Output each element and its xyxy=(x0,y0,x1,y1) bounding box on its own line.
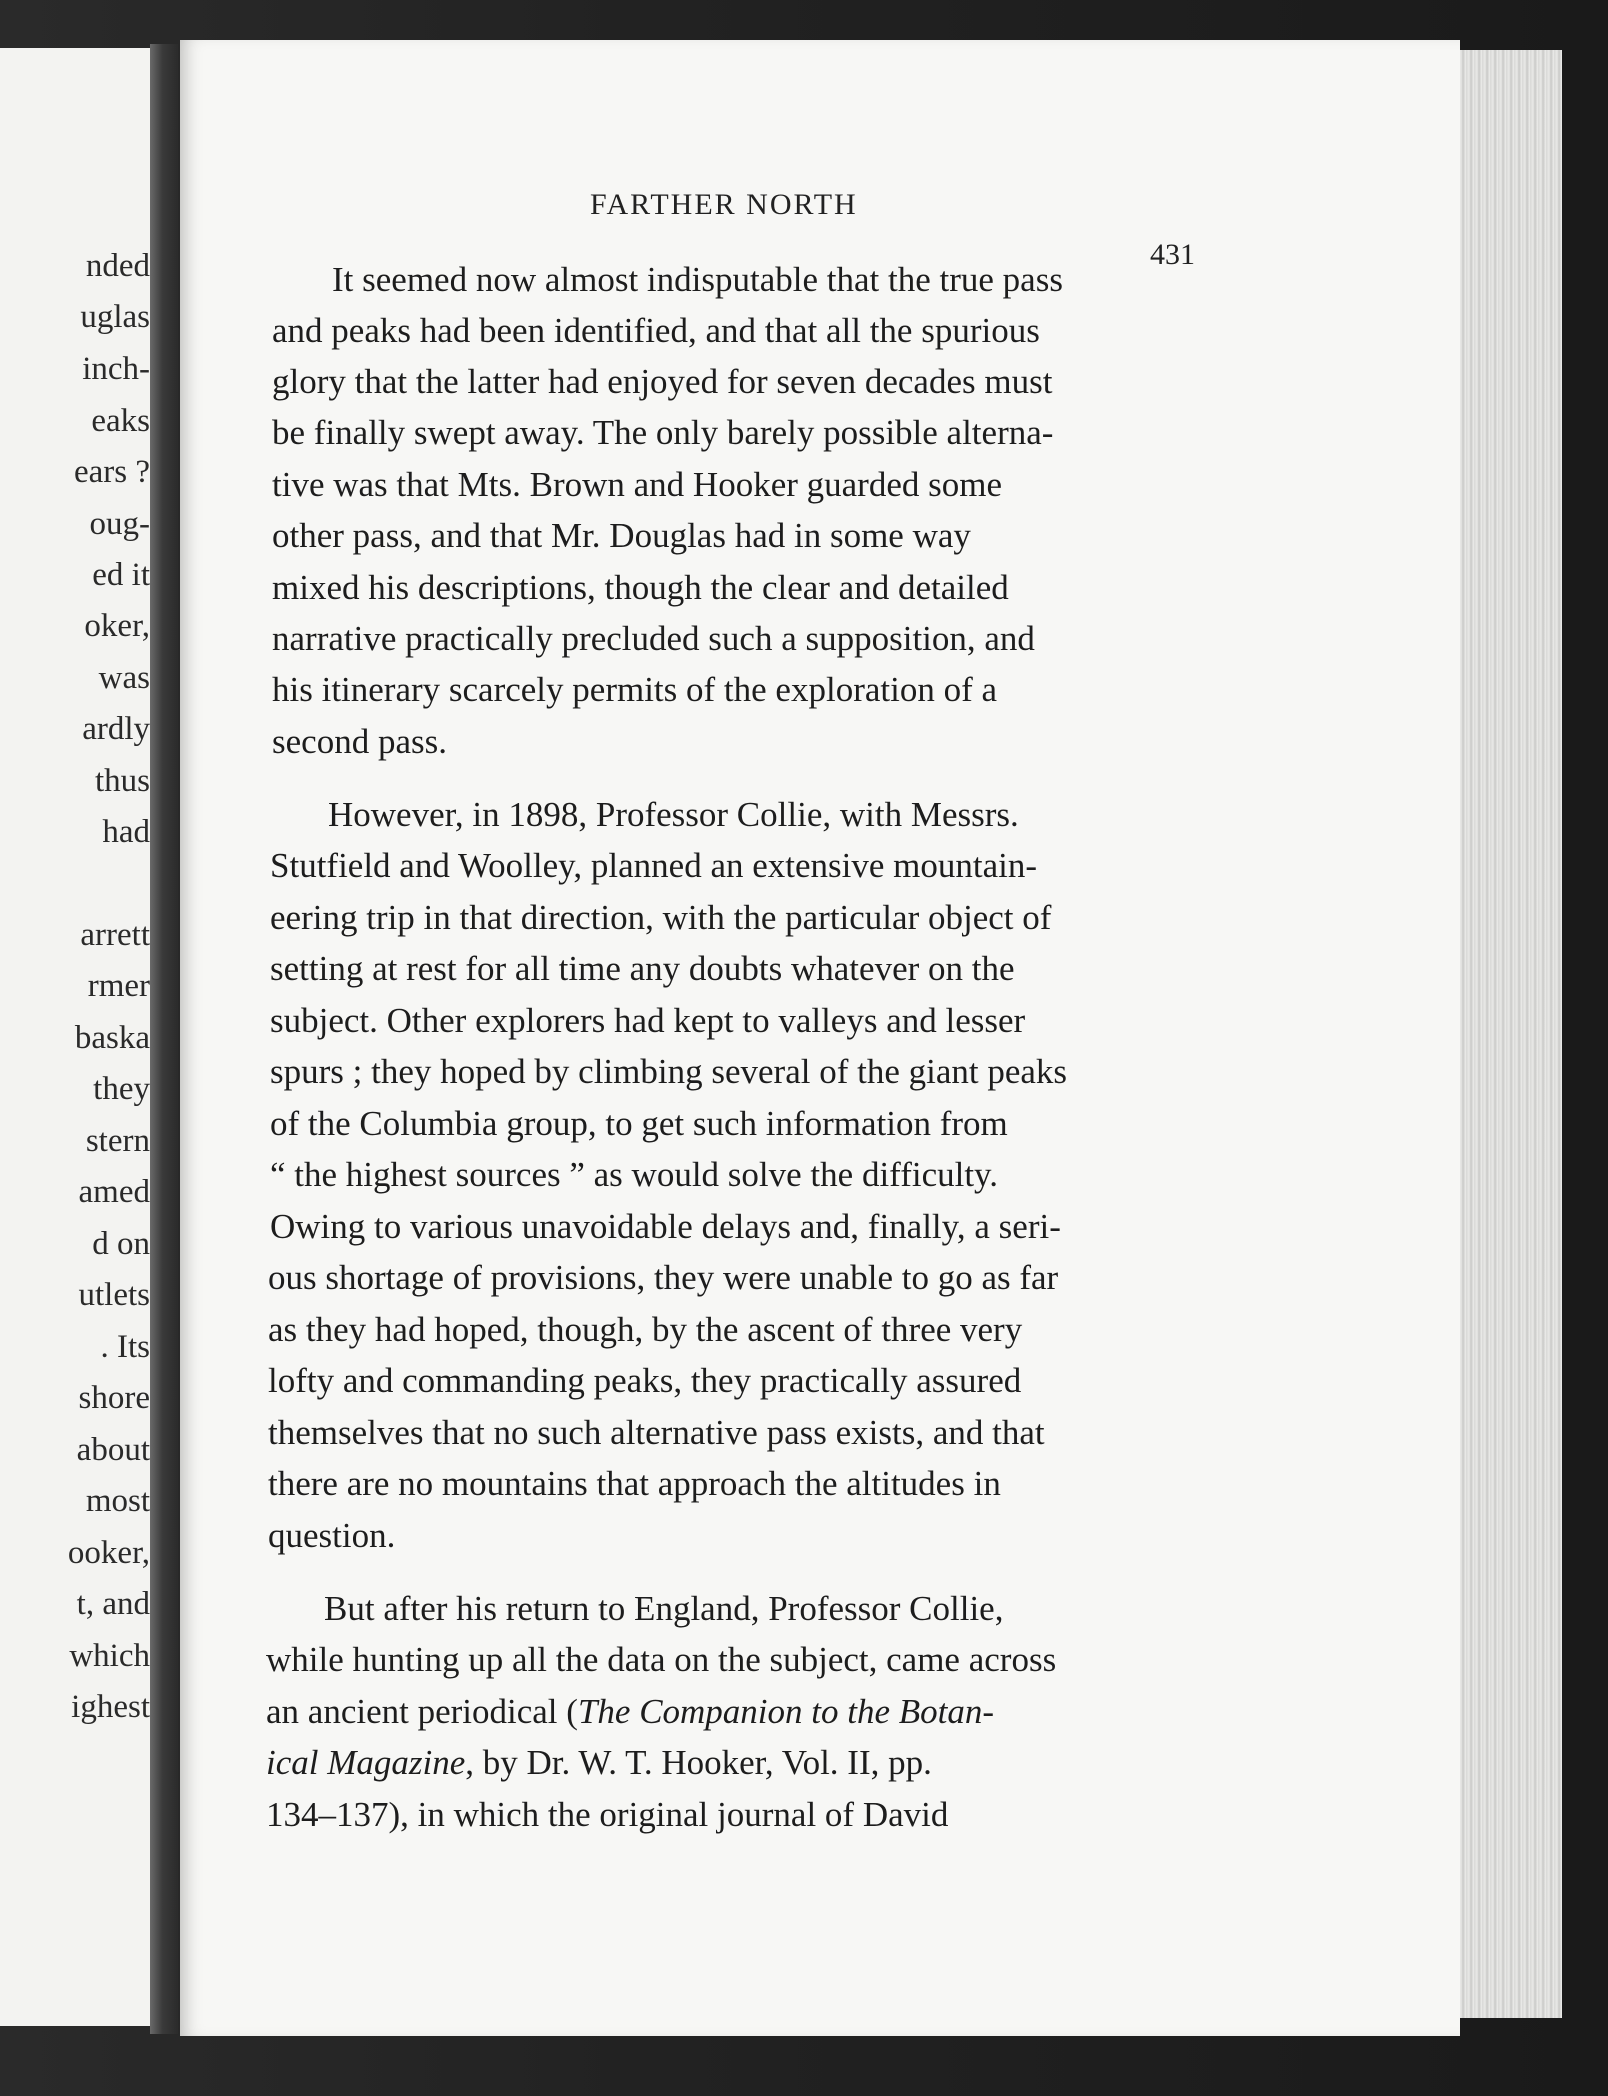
left-page-text-fragment: eaks xyxy=(91,403,150,439)
left-page-text-fragment: inch- xyxy=(82,351,150,387)
running-head: FARTHER NORTH xyxy=(590,188,858,221)
left-page-text-fragment: baska xyxy=(74,1020,150,1056)
text-line: while hunting up all the data on the subject, came across xyxy=(266,1640,1057,1679)
text-line: However, in 1898, Professor Collie, with Messrs. xyxy=(328,795,1019,834)
text-line: ous shortage of provisions, they were unable to go as far xyxy=(268,1258,1059,1297)
left-page-text-fragment: most xyxy=(85,1483,150,1519)
text-line: second pass. xyxy=(272,722,447,761)
text-line: glory that the latter had enjoyed for seven decades must xyxy=(272,362,1053,401)
left-page-text-fragment: t, and xyxy=(76,1586,150,1622)
left-page-text-fragment: had xyxy=(102,814,150,850)
left-page-text-fragment: rmer xyxy=(87,968,150,1004)
book-gutter xyxy=(150,44,178,2034)
text-line: themselves that no such alternative pass exists, and that xyxy=(268,1413,1045,1452)
left-page-text-fragment: . Its xyxy=(100,1329,150,1365)
text-line: there are no mountains that approach the altitudes in xyxy=(268,1464,1001,1503)
left-page-text-fragment: uglas xyxy=(80,299,150,335)
left-page-text-fragment: about xyxy=(76,1432,150,1468)
text-line: Owing to various unavoidable delays and, finally, a seri- xyxy=(270,1207,1061,1246)
italic-title: ical Magazine xyxy=(266,1743,466,1782)
text-line: and peaks had been identified, and that all the spurious xyxy=(272,311,1040,350)
italic-title: The Companion to the Botan- xyxy=(577,1692,995,1731)
left-page-text-fragment: ighest xyxy=(71,1689,150,1725)
text-fragment: , by Dr. W. T. Hooker, Vol. II, pp. xyxy=(465,1743,932,1782)
text-line xyxy=(266,1694,994,1729)
text-line: his itinerary scarcely permits of the exploration of a xyxy=(272,670,998,709)
text-line: Stutfield and Woolley, planned an extensive mountain- xyxy=(270,846,1038,885)
text-line: It seemed now almost indisputable that the true pass xyxy=(332,260,1063,299)
text-line: But after his return to England, Professor Collie, xyxy=(324,1589,1004,1628)
text-line: other pass, and that Mr. Douglas had in some way xyxy=(272,516,971,555)
text-line: as they had hoped, though, by the ascent of three very xyxy=(268,1310,1023,1349)
text-line: setting at rest for all time any doubts whatever on the xyxy=(270,949,1015,988)
text-line: “ the highest sources ” as would solve the difficulty. xyxy=(270,1155,999,1194)
left-page-text-fragment: ears ? xyxy=(73,454,150,490)
left-page-text-fragment: thus xyxy=(94,763,150,799)
left-page-text-fragment: utlets xyxy=(78,1277,150,1313)
left-page-text-fragment: ed it xyxy=(92,557,150,593)
left-facing-page xyxy=(0,48,156,2026)
text-line: narrative practically precluded such a supposition, and xyxy=(272,619,1035,658)
left-page-text-fragment: d on xyxy=(92,1226,150,1262)
book-page xyxy=(180,40,1460,2036)
page-number: 431 xyxy=(1150,238,1195,271)
text-line: question. xyxy=(268,1516,396,1555)
text-line: lofty and commanding peaks, they practically assured xyxy=(268,1361,1022,1400)
text-line: of the Columbia group, to get such information from xyxy=(270,1104,1008,1143)
left-page-text-fragment: stern xyxy=(85,1123,150,1159)
left-page-text-fragment: ardly xyxy=(82,711,150,747)
text-line: be finally swept away. The only barely possible alterna- xyxy=(272,413,1054,452)
left-page-text-fragment: nded xyxy=(85,248,150,284)
left-page-text-fragment: oker, xyxy=(84,608,150,644)
left-page-text-fragment: was xyxy=(98,660,150,696)
left-page-text-fragment: arrett xyxy=(80,917,150,953)
text-line: eering trip in that direction, with the particular object of xyxy=(270,898,1052,937)
text-line: mixed his descriptions, though the clear and detailed xyxy=(272,568,1009,607)
left-page-text-fragment: ooker, xyxy=(67,1535,150,1571)
left-page-text-fragment: they xyxy=(93,1071,150,1107)
left-page-text-fragment: amed xyxy=(78,1174,150,1210)
left-page-text-fragment: which xyxy=(69,1638,150,1674)
text-fragment: an ancient periodical ( xyxy=(266,1692,578,1731)
text-line xyxy=(266,1745,932,1780)
left-page-text-fragment: shore xyxy=(78,1380,150,1416)
text-line: spurs ; they hoped by climbing several of the giant peaks xyxy=(270,1052,1068,1091)
text-line: 134–137), in which the original journal of David xyxy=(266,1795,949,1834)
left-page-text-fragment: oug- xyxy=(89,506,150,542)
text-line: tive was that Mts. Brown and Hooker guarded some xyxy=(272,465,1002,504)
text-line: subject. Other explorers had kept to valleys and lesser xyxy=(270,1001,1026,1040)
